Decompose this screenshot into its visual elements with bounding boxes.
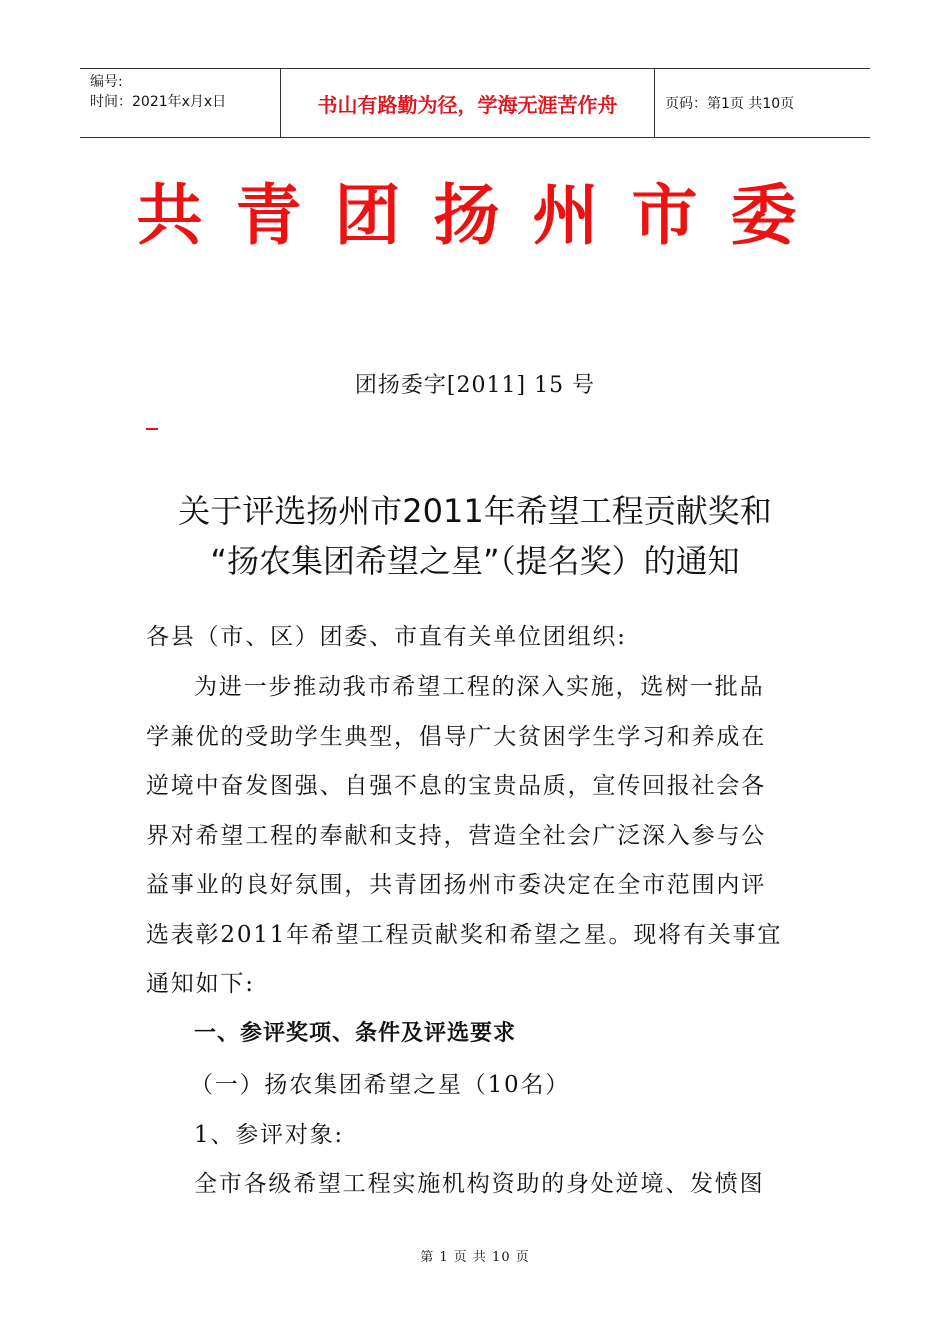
paragraph-line: 通知如下: [146,971,255,997]
notice-title-line-1: 关于评选扬州市2011年希望工程贡献奖和 [178,492,772,530]
paragraph-line: 界对希望工程的奉献和支持，营造全社会广泛深入参与公 [146,823,766,849]
org-title: 共青团扬州市委 [136,177,830,254]
doc-number: 团扬委字[2011] 15 号 [354,373,596,398]
red-separator-mark [146,428,158,430]
paragraph-line: 逆境中奋发图强、自强不息的宝贵品质，宣传回报社会各 [146,773,766,799]
page-footer: 第 1 页 共 10 页 [420,1250,530,1265]
salutation: 各县（市、区）团委、市直有关单位团组织: [146,624,627,650]
paragraph-line: 为进一步推动我市希望工程的深入实施，选树一批品 [194,674,765,700]
header-left-cell [80,69,281,137]
header-page-info: 页码：第1页 共10页 [665,96,795,112]
paragraph-line: 学兼优的受助学生典型，倡导广大贫困学生学习和养成在 [146,724,766,750]
header-motto: 书山有路勤为径，学海无涯苦作舟 [281,69,655,137]
item-heading-1: 1、参评对象: [194,1122,344,1148]
number-label: 编号: [90,74,123,90]
item-text-1: 全市各级希望工程实施机构资助的身处逆境、发愤图 [194,1171,765,1197]
paragraph-line: 益事业的良好氛围，共青团扬州市委决定在全市范围内评 [146,872,766,898]
time-label: 时间：2021年x月x日 [90,94,227,110]
header-table [80,68,870,138]
notice-title-line-2: “扬农集团希望之星”（提名奖）的通知 [210,542,740,580]
notice-title [110,486,840,586]
subsection-heading-1: （一）扬农集团希望之星（10名） [190,1072,571,1098]
paragraph-line: 选表彰2011年希望工程贡献奖和希望之星。现将有关事宜 [146,922,783,948]
section-heading-1: 一、参评奖项、条件及评选要求 [194,1021,517,1046]
